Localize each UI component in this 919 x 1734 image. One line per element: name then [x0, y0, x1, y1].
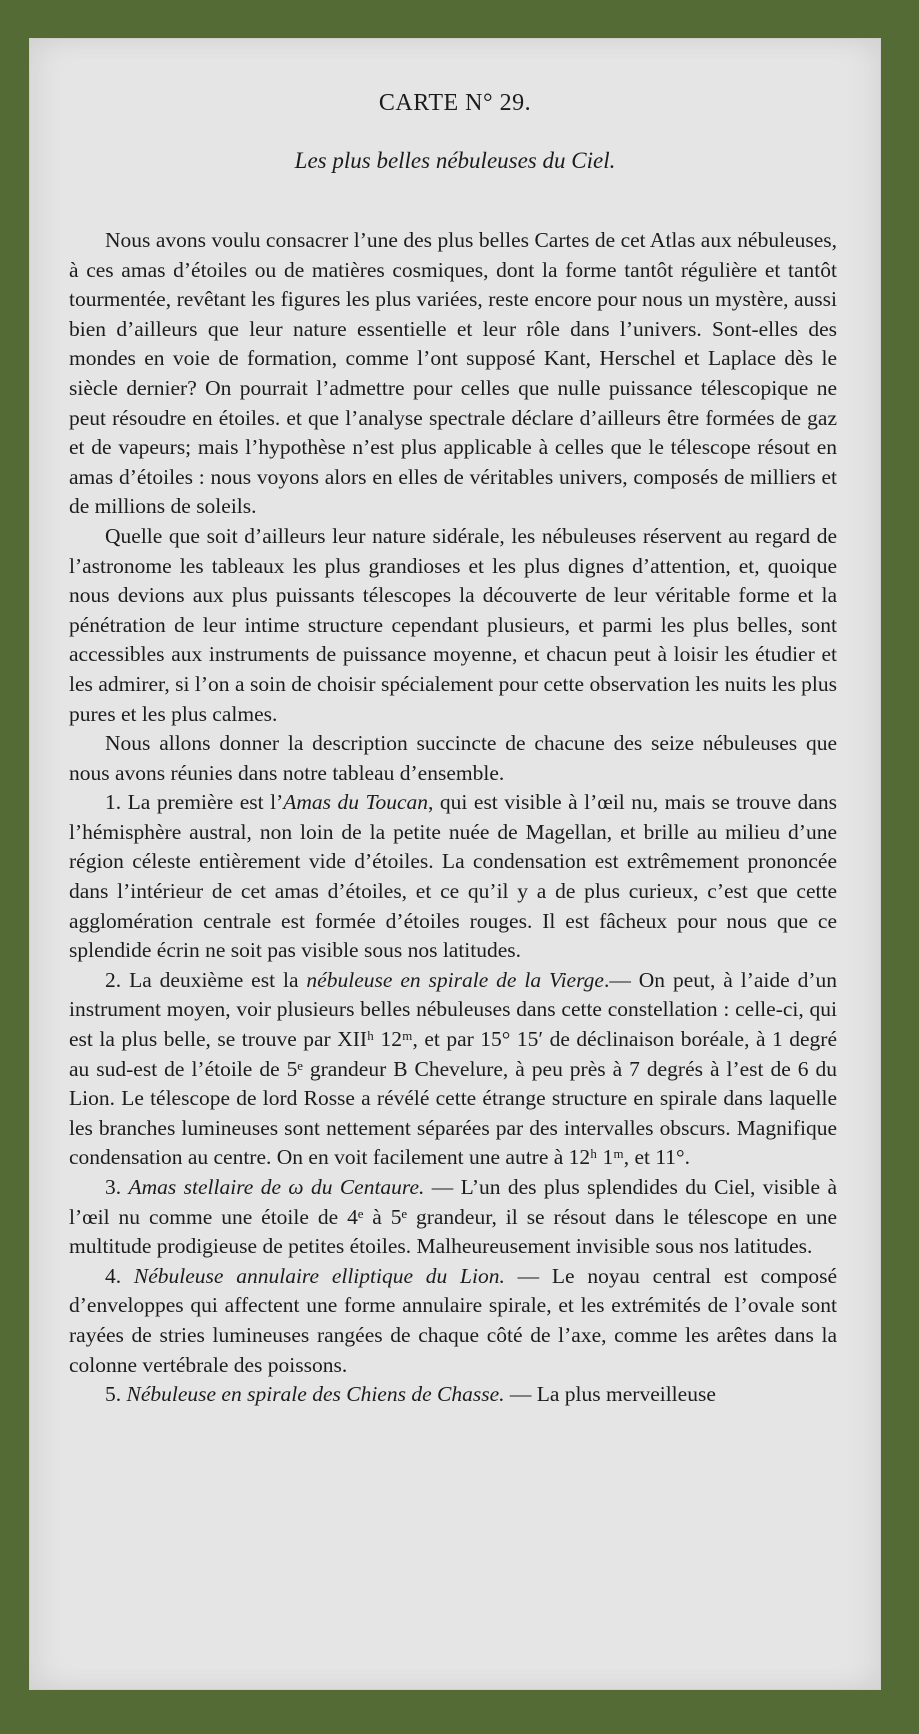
- item-number: 5.: [105, 1382, 122, 1407]
- item-number: 1.: [105, 790, 122, 815]
- nebula-item-2: [69, 966, 837, 1173]
- item-text: — Le noyau central est composé d’enveloppes qui affectent une forme annulaire spirale, et les extrémités de l’ovale sont rayées de stries lumineuses rangées de chaque côté de l’axe, comme les arêtes dans la colonne vertébrale des poissons.: [69, 1263, 838, 1377]
- item-title: Amas stellaire de ω du Centaure.: [128, 1175, 425, 1199]
- document-page: [29, 38, 881, 1690]
- item-number: 2.: [105, 967, 122, 992]
- item-title: Nébuleuse annulaire elliptique du Lion.: [133, 1263, 505, 1288]
- nebula-item-1: [69, 788, 837, 966]
- item-title: Amas du Toucan: [283, 790, 429, 815]
- intro-paragraph: Quelle que soit d’ailleurs leur nature sidérale, les nébuleuses réservent au regard de l’astronome les tableaux les plus grandioses et les plus dignes d’attention, et, quoique nous devions aux plus puissants télescopes la découverte de leur véritable forme et la pénétration de leur intime structure cependant plusieurs, et parmi les plus belles, sont accessibles aux instruments de puissance moyenne, et chacun peut à loisir les étudier et les admirer, si l’on a soin de choisir spécialement pour cette observation les nuits les plus pures et les plus calmes.: [69, 523, 837, 726]
- item-text: — La plus merveilleuse: [504, 1382, 716, 1407]
- item-prefix: La première est l’: [127, 790, 284, 815]
- page-title: CARTE N° 29.: [378, 90, 532, 116]
- intro-paragraph: Nous avons voulu consacrer l’une des plus belles Cartes de cet Atlas aux nébuleuses, à ces amas d’étoiles ou de matières cosmiques, dont la forme tantôt régulière et tantôt tourmentée, revêtant les figures les plus variées, reste encore pour nous un mystère, aussi bien d’ailleurs que leur nature essentielle et leur rôle dans l’univers. Sont-elles des mondes en voie de formation, comme l’ont supposé Kant, Herschel et Laplace dès le siècle dernier? On pourrait l’admettre pour celles que nulle puissance télescopique ne peut résoudre en étoiles. et que l’analyse spectrale déclare d’ailleurs être formées de gaz et de vapeurs; mais l’hypothèse n’est plus applicable à celles que le télescope résout en amas d’étoiles : nous voyons alors en elles de véritables univers, composés de milliers et de millions de soleils.: [69, 228, 837, 519]
- item-text: — L’un des plus splendides du Ciel, visible à l’œil nu comme une étoile de 4ᵉ à 5ᵉ grandeur, il se résout dans le télescope en une multitude prodigieuse de petites étoiles. Malheureusement invisible sous nos latitudes.: [69, 1175, 837, 1259]
- item-title: Nébuleuse en spirale des Chiens de Chasse.: [126, 1382, 505, 1407]
- item-title: nébuleuse en spirale de la Vierge: [306, 967, 604, 992]
- item-text: .— On peut, à l’aide d’un instrument moyen, voir plusieurs belles nébuleuses dans cette constellation : celle-ci, qui est la plus belle, se trouve par XIIʰ 12ᵐ, et par 15° 15′ de déclinaison boréale, à 1 degré au sud-est de l’étoile de 5ᵉ grandeur B Chevelure, à peu près à 7 degrés à l’est de 6 du Lion. Le télescope de lord Rosse a révélé cette étrange structure en spirale dans laquelle les branches lumineuses sont nettement séparées par des intervalles obscurs. Magnifique condensation au centre. On en voit facilement une autre à 12ʰ 1ᵐ, et 11°.: [69, 967, 838, 1170]
- body-text: [69, 226, 837, 1410]
- intro-paragraph: Nous allons donner la description succincte de chacune des seize nébuleuses que nous avons réunies dans notre tableau d’ensemble.: [69, 731, 837, 785]
- item-text: , qui est visible à l’œil nu, mais se trouve dans l’hémisphère austral, non loin de la petite nuée de Magellan, et brille au milieu d’une région céleste entièrement vide d’étoiles. La condensation est extrêmement prononcée dans l’intérieur de cet amas d’étoiles, et ce qu’il y a de plus curieux, c’est que cette agglomération centrale est formée d’étoiles rouges. Il est fâcheux pour nous que ce splendide écrin ne soit pas visible sous nos latitudes.: [69, 790, 838, 963]
- item-number: 3.: [105, 1175, 122, 1199]
- nebula-item-4: [69, 1262, 837, 1380]
- item-number: 4.: [105, 1263, 122, 1288]
- nebula-item-5: [69, 1380, 837, 1410]
- item-prefix: La deuxième est la: [129, 967, 307, 992]
- nebula-item-3: [69, 1173, 837, 1262]
- page-subtitle: Les plus belles nébuleuses du Ciel.: [294, 148, 616, 173]
- page-frame: [29, 38, 881, 1690]
